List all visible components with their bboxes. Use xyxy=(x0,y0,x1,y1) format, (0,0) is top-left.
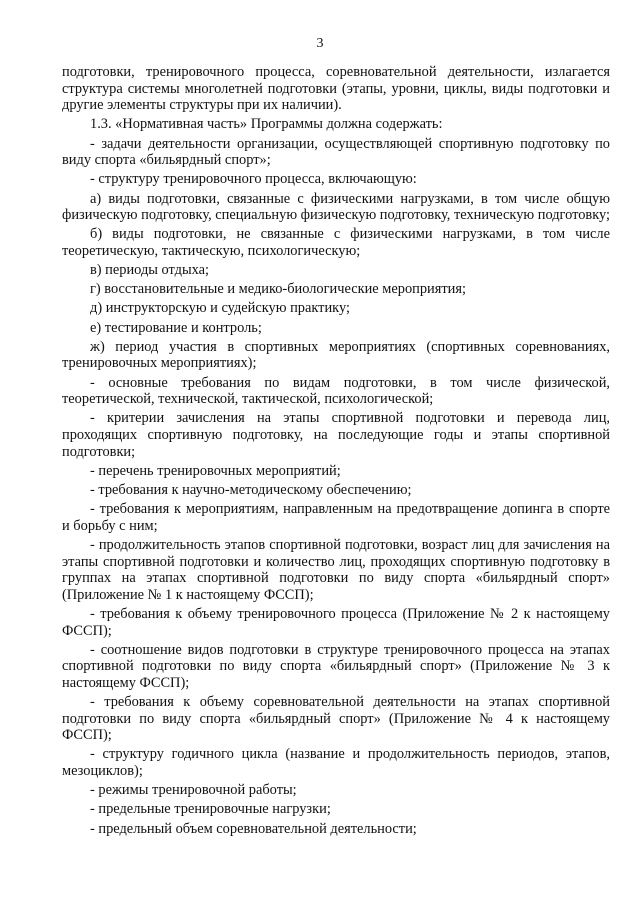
paragraph: - требования к мероприятиям, направленным на предотвращение допинга в спорте и борьбу с ним; xyxy=(62,501,610,534)
document-body xyxy=(62,64,610,840)
paragraph: - требования к объему тренировочного процесса (Приложение № 2 к настоящему ФССП); xyxy=(62,605,610,639)
paragraph: - предельный объем соревновательной деятельности; xyxy=(90,820,417,837)
paragraph: - соотношение видов подготовки в структуре тренировочного процесса на этапах спортивной подготовки по виду спорта «бильярдный спорт» (Приложение № 3 к настоящему ФССП); xyxy=(62,641,610,691)
paragraph: - задачи деятельности организации, осуществляющей спортивную подготовку по виду спорта «бильярдный спорт»; xyxy=(62,135,610,169)
paragraph: - режимы тренировочной работы; xyxy=(90,782,297,799)
paragraph: - структуру годичного цикла (название и продолжительность периодов, этапов, мезоциклов); xyxy=(62,746,610,780)
paragraph: а) виды подготовки, связанные с физическими нагрузками, в том числе общую физическую подготовку, специальную физическую подготовку, техническую подготовку; xyxy=(62,190,610,224)
paragraph: д) инструкторскую и судейскую практику; xyxy=(90,300,350,317)
paragraph: б) виды подготовки, не связанные с физическими нагрузками, в том числе теоретическую, тактическую, психологическую; xyxy=(62,226,610,259)
paragraph: ж) период участия в спортивных мероприятиях (спортивных соревнованиях, тренировочных мероприятиях); xyxy=(62,338,610,372)
page-number: 3 xyxy=(316,36,324,51)
paragraph: е) тестирование и контроль; xyxy=(90,319,262,336)
paragraph: 1.3. «Нормативная часть» Программы должна содержать: xyxy=(90,116,443,133)
paragraph: - продолжительность этапов спортивной подготовки, возраст лиц для зачисления на этапы спортивной подготовки и количество лиц, проходящих спортивную подготовку в группах на этапах спортивной подготовки по виду спорта «бильярдный спорт» (Приложение № 1 к настоящему ФССП); xyxy=(62,536,610,603)
paragraph: - требования к научно-методическому обеспечению; xyxy=(90,481,412,498)
paragraph: - критерии зачисления на этапы спортивной подготовки и перевода лиц, проходящих спортивную подготовку, на последующие годы и этапы спортивной подготовки; xyxy=(62,410,610,460)
paragraph: - перечень тренировочных мероприятий; xyxy=(90,462,341,479)
paragraph: подготовки, тренировочного процесса, соревновательной деятельности, излагается структура системы многолетней подготовки (этапы, уровни, циклы, виды подготовки и другие элементы структуры при их наличии). xyxy=(62,64,610,114)
paragraph: - предельные тренировочные нагрузки; xyxy=(90,801,331,818)
paragraph: - структуру тренировочного процесса, включающую: xyxy=(90,171,417,188)
paragraph: - основные требования по видам подготовки, в том числе физической, теоретической, технической, тактической, психологической; xyxy=(62,374,610,408)
paragraph: в) периоды отдыха; xyxy=(90,262,210,279)
paragraph: - требования к объему соревновательной деятельности на этапах спортивной подготовки по виду спорта «бильярдный спорт» (Приложение № 4 к настоящему ФССП); xyxy=(62,694,610,744)
paragraph: г) восстановительные и медико-биологические мероприятия; xyxy=(90,281,466,298)
